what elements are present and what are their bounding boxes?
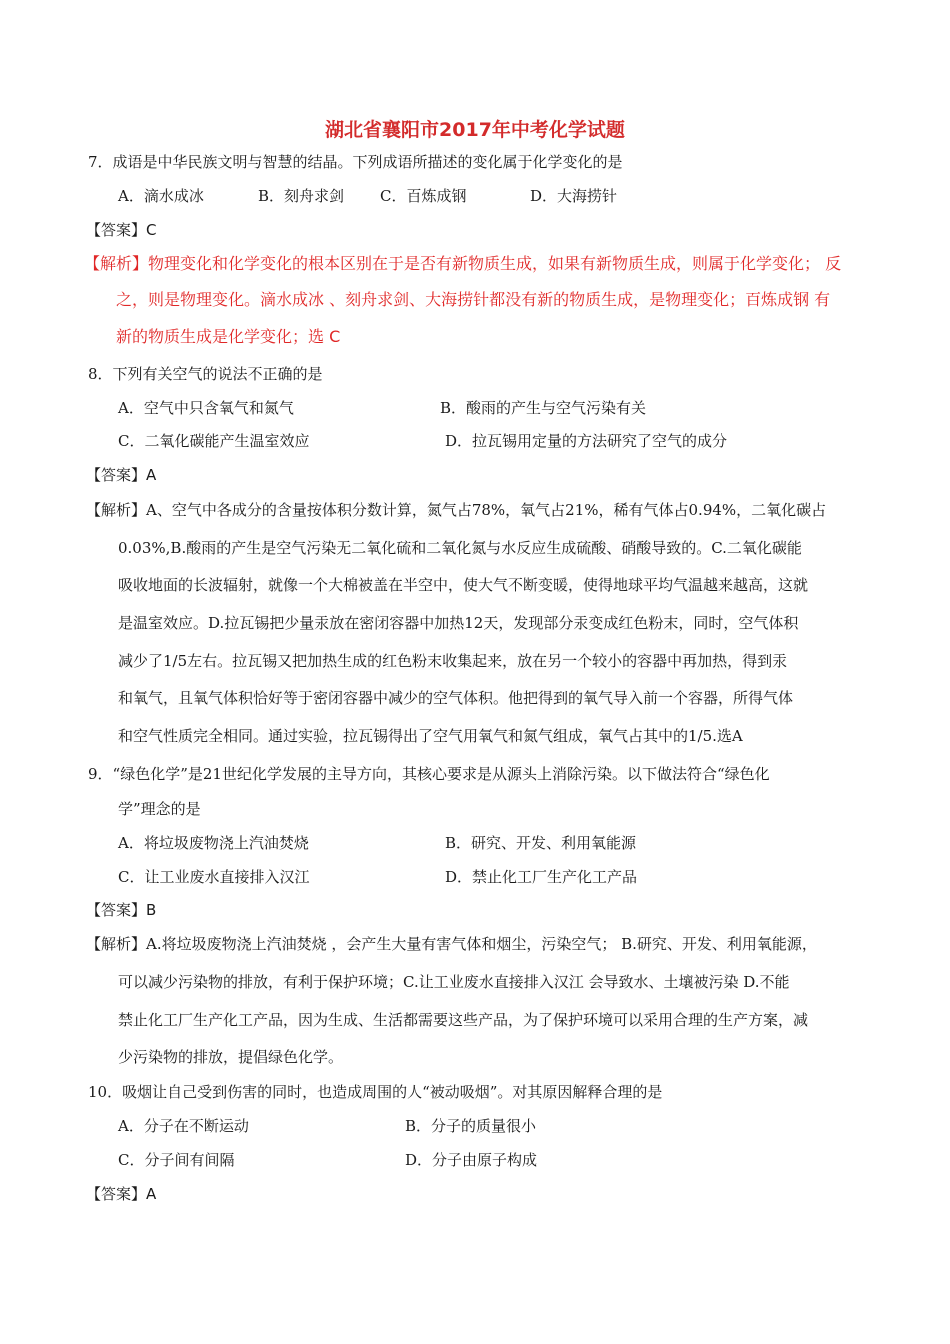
question-7-option-a: A．滴水成冰 — [118, 187, 204, 205]
question-9-stem: 9．“绿色化学”是21世纪化学发展的主导方向，其核心要求是从源头上消除污染。以下做法符合“绿色化 — [88, 765, 770, 783]
question-8-analysis-line-5: 减少了1/5左右。拉瓦锡又把加热生成的红色粉末收集起来，放在另一个较小的容器中再加热，得到汞 — [118, 652, 788, 670]
question-9-option-d: D．禁止化工厂生产化工产品 — [445, 868, 638, 886]
question-7-analysis-line-3: 新的物质生成是化学变化；选 C — [116, 327, 341, 346]
question-8-answer: 【答案】A — [86, 466, 157, 484]
question-7-option-c: C．百炼成钢 — [380, 187, 467, 205]
question-9-analysis-line-2: 可以减少污染物的排放，有利于保护环境；C.让工业废水直接排入汉江 会导致水、土壤被污染 D.不能 — [118, 973, 790, 991]
question-10-stem: 10．吸烟让自己受到伤害的同时，也造成周围的人“被动吸烟”。对其原因解释合理的是 — [88, 1083, 663, 1101]
question-9-answer: 【答案】B — [86, 901, 157, 919]
question-10-option-d: D．分子由原子构成 — [405, 1151, 538, 1169]
question-7-analysis-line-1: 【解析】物理变化和化学变化的根本区别在于是否有新物质生成，如果有新物质生成，则属于化学变化； 反 — [84, 254, 842, 273]
question-8-analysis-line-2: 0.03%,B.酸雨的产生是空气污染无二氧化硫和二氧化氮与水反应生成硫酸、硝酸导致的。C.二氧化碳能 — [118, 539, 802, 557]
question-8-analysis-line-3: 吸收地面的长波辐射，就像一个大棉被盖在半空中，使大气不断变暖，使得地球平均气温越来越高，这就 — [118, 576, 809, 594]
question-9-analysis-line-1: 【解析】A.将垃圾废物浇上汽油焚烧 ，会产生大量有害气体和烟尘，污染空气； B.研究、开发、利用氧能源， — [86, 935, 817, 953]
question-9-analysis-line-3: 禁止化工厂生产化工产品，因为生成、生活都需要这些产品，为了保护环境可以采用合理的生产方案，减 — [118, 1011, 809, 1029]
question-10-option-a: A．分子在不断运动 — [118, 1117, 249, 1135]
question-8-stem: 8．下列有关空气的说法不正确的是 — [88, 365, 323, 383]
question-8-analysis-line-4: 是温室效应。D.拉瓦锡把少量汞放在密闭容器中加热12天，发现部分汞变成红色粉末，同时，空气体积 — [118, 614, 799, 632]
question-8-analysis-line-7: 和空气性质完全相同。通过实验，拉瓦锡得出了空气用氧气和氮气组成，氧气占其中的1/5.选A — [118, 727, 743, 745]
page-title: 湖北省襄阳市2017年中考化学试题 — [325, 119, 625, 141]
question-10-option-b: B．分子的质量很小 — [405, 1117, 537, 1135]
question-10-option-c: C．分子间有间隔 — [118, 1151, 235, 1169]
question-8-option-c: C．二氧化碳能产生温室效应 — [118, 432, 310, 450]
question-8-option-a: A．空气中只含氧气和氮气 — [118, 399, 294, 417]
question-7-answer: 【答案】C — [86, 221, 157, 239]
question-9-analysis-line-4: 少污染物的排放，提倡绿色化学。 — [118, 1048, 344, 1066]
question-7-option-b: B．刻舟求剑 — [258, 187, 345, 205]
question-8-analysis-line-1: 【解析】A、空气中各成分的含量按体积分数计算，氮气占78%，氧气占21%，稀有气体占0.94%，二氧化碳占 — [86, 501, 827, 519]
question-8-option-b: B．酸雨的产生与空气污染有关 — [440, 399, 647, 417]
question-8-option-d: D．拉瓦锡用定量的方法研究了空气的成分 — [445, 432, 728, 450]
question-9-option-c: C．让工业废水直接排入汉江 — [118, 868, 310, 886]
question-7-stem: 7．成语是中华民族文明与智慧的结晶。下列成语所描述的变化属于化学变化的是 — [88, 153, 623, 171]
question-9-stem-continued: 学”理念的是 — [118, 800, 201, 818]
question-7-option-d: D．大海捞针 — [530, 187, 618, 205]
question-9-option-a: A．将垃圾废物浇上汽油焚烧 — [118, 834, 309, 852]
question-7-analysis-line-2: 之，则是物理变化。滴水成冰 、刻舟求剑、大海捞针都没有新的物质生成，是物理变化；百炼成钢 有 — [116, 290, 831, 309]
question-10-answer: 【答案】A — [86, 1185, 157, 1203]
question-9-option-b: B．研究、开发、利用氧能源 — [445, 834, 637, 852]
question-8-analysis-line-6: 和氧气，且氧气体积恰好等于密闭容器中减少的空气体积。他把得到的氧气导入前一个容器，所得气体 — [118, 689, 794, 707]
